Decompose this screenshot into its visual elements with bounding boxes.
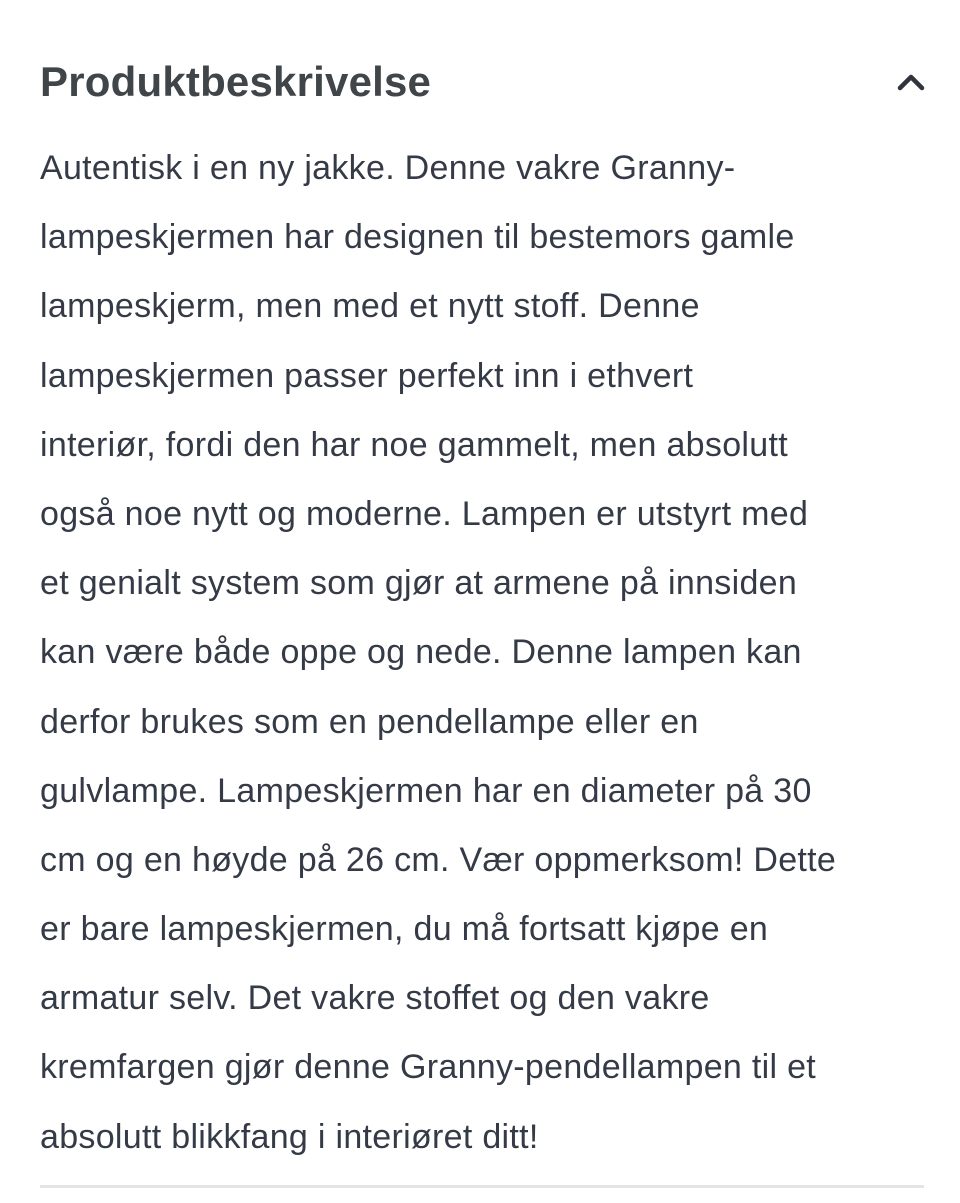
description-line: absolutt blikkfang i interiøret ditt! [40, 1117, 539, 1156]
description-line: cm og en høyde på 26 cm. Vær oppmerksom! Dette [40, 840, 837, 879]
description-line: derfor brukes som en pendellampe eller en [40, 702, 699, 741]
description-line: interiør, fordi den har noe gammelt, men absolutt [40, 425, 788, 464]
description-line: lampeskjermen har designen til bestemors gamle [40, 218, 795, 257]
description-line: kan være både oppe og nede. Denne lampen kan [40, 633, 802, 672]
product-description-text [40, 134, 930, 1172]
description-line: kremfargen gjør denne Granny-pendellampen til et [40, 1048, 817, 1087]
description-line: Autentisk i en ny jakke. Denne vakre Granny- [40, 149, 736, 187]
description-line: gulvlampe. Lampeskjermen har en diameter på 30 [40, 771, 812, 810]
description-line: lampeskjerm, men med et nytt stoff. Denne [40, 287, 700, 326]
chevron-up-icon[interactable] [894, 65, 928, 99]
description-line: armatur selv. Det vakre stoffet og den vakre [40, 979, 710, 1018]
description-line: lampeskjermen passer perfekt inn i ethvert [40, 356, 694, 395]
description-line: et genialt system som gjør at armene på innsiden [40, 564, 798, 603]
description-line: også noe nytt og moderne. Lampen er utstyrt med [40, 494, 809, 533]
section-divider [40, 1185, 924, 1188]
description-line: er bare lampeskjermen, du må fortsatt kjøpe en [40, 910, 769, 949]
product-description-accordion-header[interactable] [40, 52, 924, 112]
section-title: Produktbeskrivelse [40, 58, 432, 105]
